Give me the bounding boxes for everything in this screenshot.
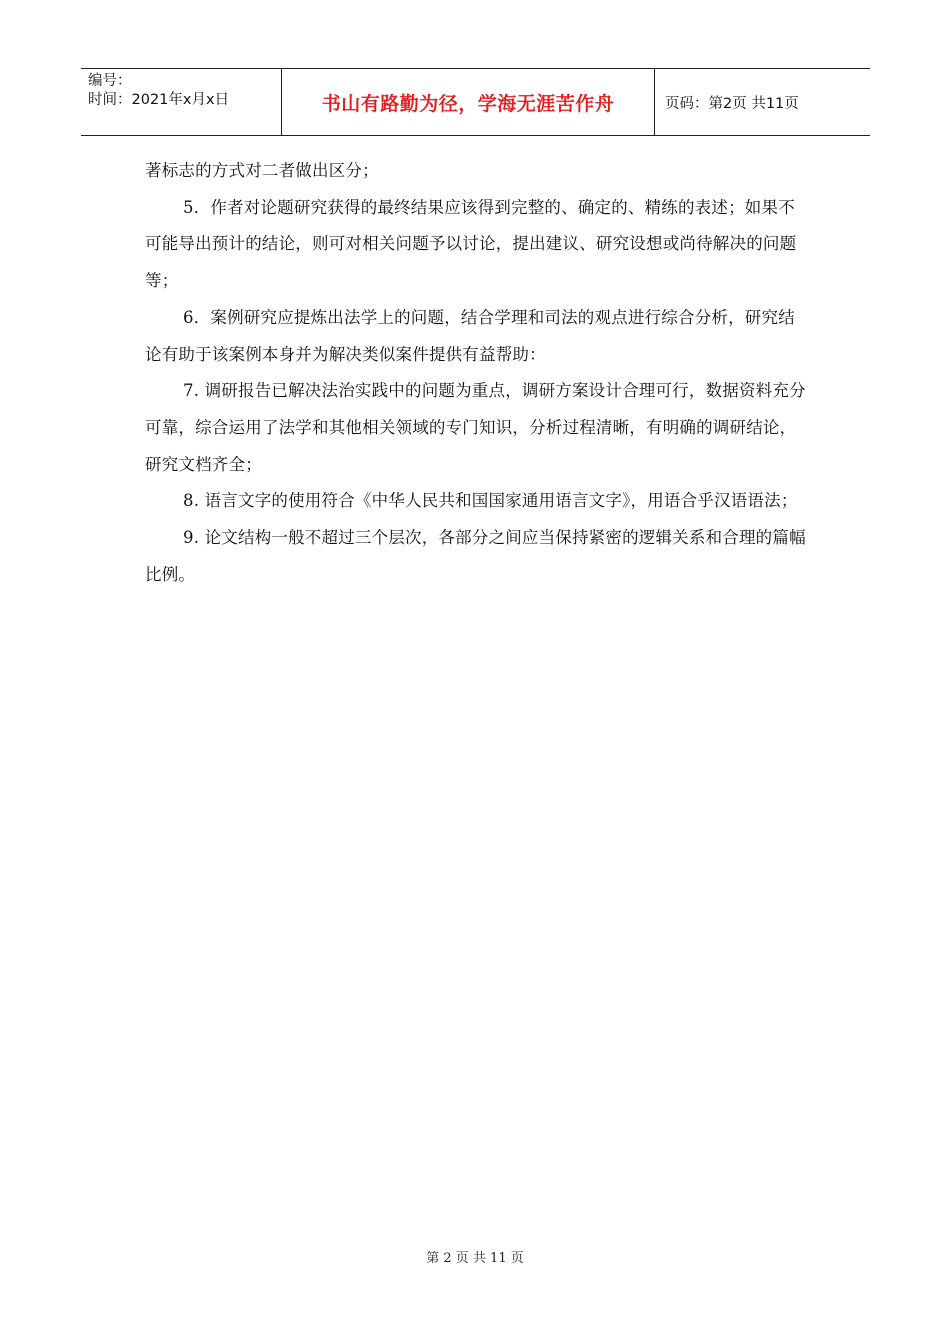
document-body [145,153,810,593]
page-footer: 第 2 页 共 11 页 [426,1251,524,1266]
paragraph: 7. 调研报告已解决法治实践中的问题为重点，调研方案设计合理可行，数据资料充分可靠，综合运用了法学和其他相关领域的专门知识，分析过程清晰，有明确的调研结论，研究文档齐全； [145,381,806,474]
paragraph: 9. 论文结构一般不超过三个层次，各部分之间应当保持紧密的逻辑关系和合理的篇幅比例。 [145,528,806,584]
header-motto: 书山有路勤为径，学海无涯苦作舟 [282,69,655,135]
paragraph: 8. 语言文字的使用符合《中华人民共和国国家通用语言文字》，用语合乎汉语语法； [183,491,798,511]
paragraph: 6．案例研究应提炼出法学上的问题，结合学理和司法的观点进行综合分析，研究结论有助于该案例本身并为解决类似案件提供有益帮助： [145,307,795,364]
paragraph: 5．作者对论题研究获得的最终结果应该得到完整的、确定的、精练的表述；如果不可能导出预计的结论，则可对相关问题予以讨论，提出建议、研究设想或尚待解决的问题等； [145,197,797,291]
header-page-info: 页码：第2页 共11页 [665,95,799,112]
page-header [81,68,870,136]
document-number-label: 编号： [88,73,132,89]
paragraph: 著标志的方式对二者做出区分； [145,161,379,180]
document-date: 时间：2021年x月x日 [88,92,230,108]
header-meta [81,69,282,135]
